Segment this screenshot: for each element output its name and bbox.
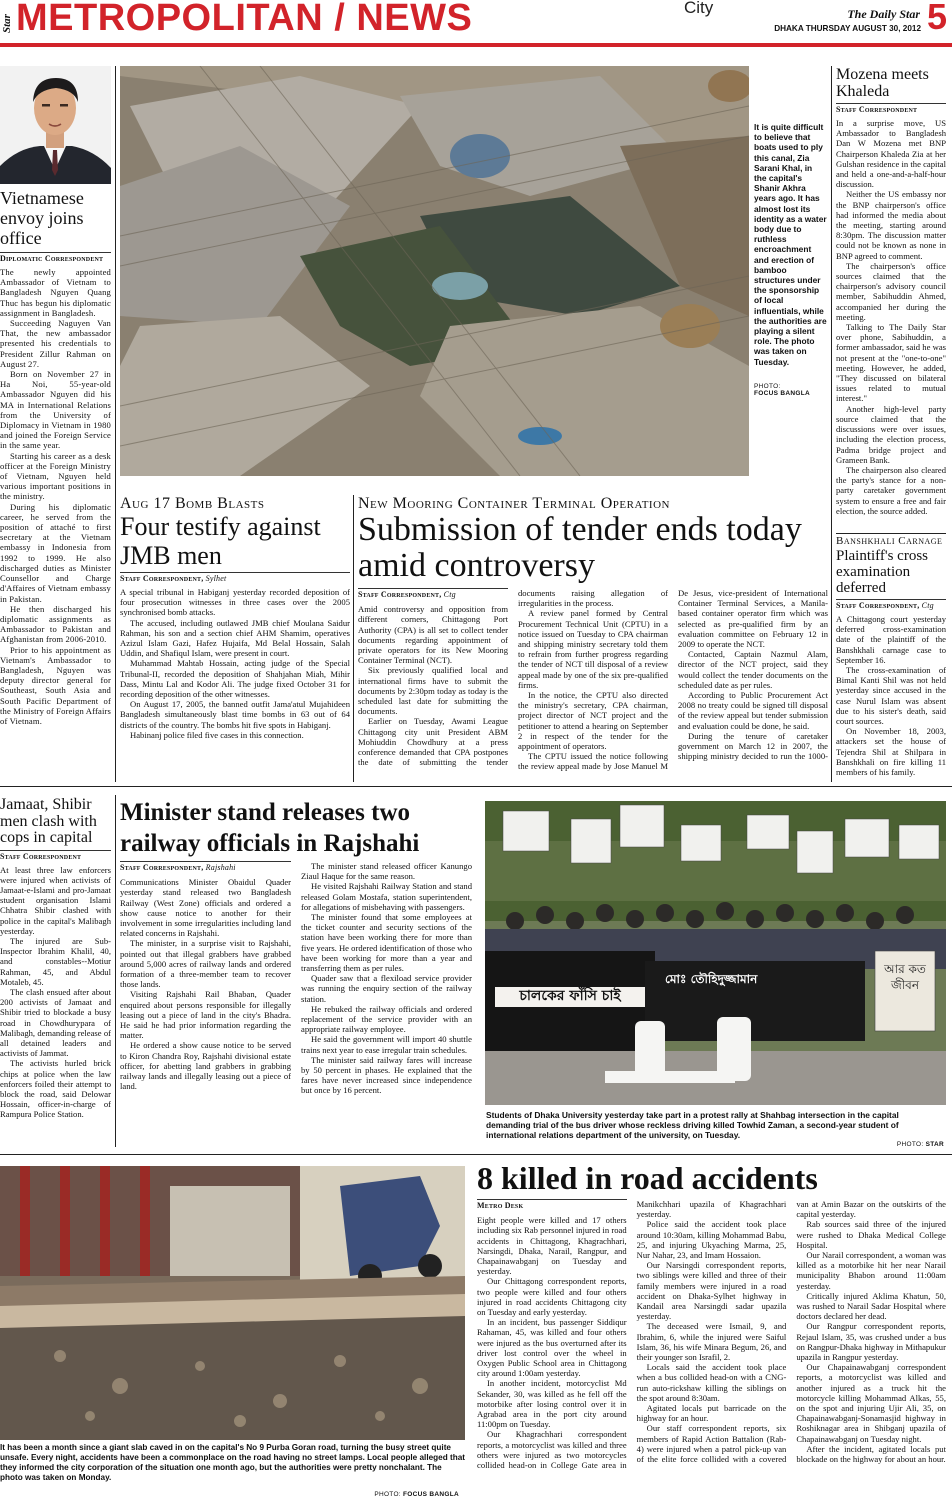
paragraph: He said the government will import 40 shuttle trains next year to ease irregular train schedules. xyxy=(301,1034,472,1055)
paragraph: A special tribunal in Habiganj yesterday recorded deposition of four prosecution witnesses in three cases over the 2005 synchronised bomb attacks. xyxy=(120,587,350,618)
byline-name: Staff Correspondent xyxy=(358,590,440,599)
masthead-rule xyxy=(0,43,952,47)
paragraph: He ordered a show cause notice to be served to Kiron Chandra Roy, Rajshahi divisional estate officer, for abetting land grabbers in grabbing railway lands and illegally leasing out a piece of land. xyxy=(120,1040,291,1092)
railway-body xyxy=(120,861,472,1143)
dateline: DHAKA THURSDAY AUGUST 30, 2012 xyxy=(774,24,921,33)
vietnam-article xyxy=(0,188,111,782)
star-logo-text: Star xyxy=(1,14,13,33)
jmb-kicker: Aug 17 Bomb Blasts xyxy=(120,495,265,512)
mozena-article xyxy=(836,66,946,532)
star-logo xyxy=(0,3,14,41)
credit-name: FOCUS BANGLA xyxy=(403,1491,459,1498)
paragraph: He then discharged his diplomatic assignments as Ambassador to Pakistan and Afghanistan from 2006-2010. xyxy=(0,603,111,645)
canal-caption xyxy=(754,122,827,476)
accidents-headline: 8 killed in road accidents xyxy=(477,1160,818,1196)
column-rule xyxy=(831,66,832,782)
mozena-body xyxy=(836,118,946,516)
banskhali-article xyxy=(836,535,946,782)
mozena-headline: Mozena meets Khaleda xyxy=(836,66,929,100)
rally-photo xyxy=(485,801,946,1105)
page-number: 5 xyxy=(926,0,948,37)
paragraph: Six previously qualified local and international firms have to submit the documents by 2:30pm today as today is the scheduled last date for submitting the documents. xyxy=(358,665,508,717)
paragraph: In another incident, motorcyclist Md Sekander, 30, was killed as he fell off the motorbike after losing control over it in Agrabad area in the port city around 11:00pm on Tuesday. xyxy=(477,1378,627,1430)
paragraph: The activists hurled brick chips at police when the law enforcers foiled their attempt to block the road, said Delowar Hossain, officer-in-charge of Rampura Police Station. xyxy=(0,1058,111,1120)
canal-caption-text: It is quite difficult to believe that boats used to ply this canal, Zia Sarani Khal, in the capital's Shanir Akhra years ago. It has almost lost its identity as a water body due to ruthless encroachment and erection of bamboo structures under the sponsorship of local influentials, while the authorities are playing a silent role. The photo was taken on Tuesday. xyxy=(754,122,827,367)
mozena-byline: Staff Correspondent xyxy=(836,103,946,114)
paragraph: Eight people were killed and 17 others including six Rab personnel injured in road accidents in Chittagong, Khagrachhari, Narsingdi, Dhaka, Narail, Rangpur, and Chapainawabganj on Tuesday and yesterday. xyxy=(477,1215,627,1277)
paragraph: The minister, in a surprise visit to Rajshahi, pointed out that illegal grabbers have grabbed around 5,000 acres of railway lands and ordered formation of a three-member team to recover those lands. xyxy=(120,938,291,990)
paragraph: A Chittagong court yesterday deferred cross-examination date of the plaintiff of the Banshkhali carnage case to September 16. xyxy=(836,614,946,665)
paragraph: Amid controversy and opposition from different corners, Chittagong Port Authority (CPA) is all set to collect tender documents regarding appointment of private operators for its New Mooring Container Terminal (NCT). xyxy=(358,604,508,666)
railway-byline: Staff Correspondent, Rajshahi xyxy=(120,861,291,873)
paragraph: Our staff correspondent reports, six members of Rapid Action Battalion (Rab-4) were injured when a patrol pick-up van of the elite force collided with a covered van at Amin Bazar on the outskirts of the capital yesterday. xyxy=(636,1199,946,1465)
tender-kicker: New Mooring Container Terminal Operation xyxy=(358,495,670,512)
paragraph: Critically injured Aklima Khatun, 50, was rushed to Narail Sadar Hospital where doctors declared her dead. xyxy=(796,1290,946,1322)
credit-label: PHOTO: xyxy=(374,1491,401,1498)
masthead xyxy=(0,0,952,44)
byline-name: Staff Correspondent xyxy=(836,601,918,610)
paragraph: Agitated locals put barricade on the highway for an hour. xyxy=(636,1403,787,1424)
paragraph: Earlier on Tuesday, Awami League Chittagong city unit President ABM Mohiuddin Chowdhury at a press conference demanded that CPA postpones the date of submitting the tender documents raising allegation of irregularities in the process. xyxy=(358,588,668,768)
paragraph: After the incident, agitated locals put blockade on the highway for about an hour. xyxy=(796,1443,946,1465)
road-caption xyxy=(0,1443,465,1500)
accidents-body xyxy=(477,1199,946,1495)
rally-caption-text: Students of Dhaka University yesterday take part in a protest rally at Shahbag intersection in the capital demanding trial of the bus driver whose reckless driving killed Towhid Zaman, a second-year student of international relations department of the university, on Tuesday. xyxy=(486,1110,899,1141)
rule xyxy=(836,533,946,534)
paragraph: The minister stand released officer Kanungo Ziaul Haque for the same reason. xyxy=(301,861,472,882)
paragraph: In the notice, the CPTU also directed the ministry's secretary, CPA chairman, project director of NCT project and the petitioner to attend a hearing on September 2 in respect of the tender for the appointment of operators. xyxy=(518,690,668,752)
jamaat-article xyxy=(0,797,111,1147)
banskhali-kicker: Banshkhali Carnage xyxy=(836,535,943,547)
paper-name: The Daily Star xyxy=(847,7,920,21)
paragraph: The chairperson's office sources claimed that the chairperson's advisory council member, Sabihuddin Ahmed, accompanied her during the meeting. xyxy=(836,260,946,322)
paragraph: Succeeding Naguyen Van That, the new ambassador presented his credentials to President Zillur Rahman on August 27. xyxy=(0,318,111,369)
byline-place: Rajshahi xyxy=(205,863,236,872)
credit-name: STAR xyxy=(925,1141,944,1148)
vietnam-headline: Vietnamese envoy joins office xyxy=(0,188,84,248)
section-rule xyxy=(0,786,952,787)
paragraph: Police said the accident took place around 10:30am, killing Mohammad Babu, 25, and injuring Ukyaching Marma, 25, Nur Nahar, 23, and Imam Hossaion. xyxy=(636,1219,787,1261)
paragraph: At least three law enforcers were injured when activists of Jamaat-e-Islami and pro-Jamaat student organisation Islami Chhatra Shibir clashed with police in the capital's Malibagh yesterday. xyxy=(0,864,111,936)
paragraph: Our Rangpur correspondent reports, Rejaul Islam, 35, was crushed under a bus on Rangpur-Dhaka highway in Mithapukur upazila in Rangpur yesterday. xyxy=(796,1321,946,1363)
paragraph: Our Chittagong correspondent reports, two people were killed and four others injured in road accidents Chittagong city on Tuesday and early yesterday. xyxy=(477,1276,627,1318)
road-photo xyxy=(0,1166,465,1440)
paragraph: Communications Minister Obaidul Quader yesterday stand released two Bangladesh Railway (West Zone) officials and ordered a show cause notice to another for their involvement in some irregularities including land related concerns in Rajshahi. xyxy=(120,877,291,939)
accidents-byline: Metro Desk xyxy=(477,1199,627,1211)
canal-credit: FOCUS BANGLA xyxy=(754,389,810,397)
paragraph: Muhammad Mahtab Hossain, acting judge of the Special Tribunal-II, recorded the deposition of Shahjahan Miah, Mihir Dass, Mintu Lal and Kodor Ali. The judge fixed October 31 for recording deposition of the other witnesses. xyxy=(120,658,350,700)
rally-placard-right: আর কত জীবন xyxy=(884,962,926,992)
paragraph: During his diplomatic career, he served from the position of attaché to first secretary at the Vietnam embassy in Indonesia from 1992 to 1999. He also discharged duties as Minister Counsellor and Charge d'Affaires of Vietnam embassy in Pakistan. xyxy=(0,501,111,604)
canal-photo xyxy=(120,66,749,476)
paragraph: Talking to The Daily Star over phone, Sabihuddin, a former ambassador, said he was not present at the "one-to-one" meeting. However, he added, "They discussed on bilateral issues related to mutual interest." xyxy=(836,322,946,404)
paragraph: The cross-examination of Bimal Kanti Shil was not held yesterday since accused in the case Nurul Islam was absent due to his sister's death, said court sources. xyxy=(836,665,946,727)
paragraph: Starting his career as a desk officer at the Foreign Ministry of Vietnam, Nguyen held various important positions in the ministry. xyxy=(0,450,111,502)
paragraph: On August 17, 2005, the banned outfit Jama'atul Mujahideen Bangladesh simultaneously blast time bombs in 63 out of 64 districts of the country. The bombs hit five spots in Habiganj. xyxy=(120,699,350,730)
banskhali-byline: Staff Correspondent, Ctg xyxy=(836,599,946,610)
tender-headline: Submission of tender ends today amid controversy xyxy=(358,511,802,584)
paragraph: Our Chapainawabganj correspondent reports, a motorcyclist was killed and another injured as a truck hit the motorcycle killing Mohammad Alkas, 55, on the spot and injuring Ujir Ali, 35, on Chapainawabganj-Sonamasjid highway in Roshiknagar area in Shibganj upazila of Chapainawabganj on Tuesday night. xyxy=(796,1362,946,1444)
paragraph: Habinanj police filed five cases in this connection. xyxy=(130,729,304,740)
paragraph: He visited Rajshahi Railway Station and stand released Golam Mostafa, station superintendent, for allegations of misbehaving with passengers. xyxy=(301,881,472,912)
accidents-article xyxy=(477,1160,946,1500)
banskhali-body xyxy=(836,614,946,777)
paragraph: In a surprise move, US Ambassador to Bangladesh Dan W Mozena met BNP Chairperson Khaleda Zia at her Gulshan residence in the capital and held a one-and-a-half-hour discussion. xyxy=(836,118,946,190)
jamaat-body xyxy=(0,865,111,1120)
section-title: METROPOLITAN / NEWS xyxy=(16,0,473,39)
jamaat-headline: Jamaat, Shibir men clash with cops in capital xyxy=(0,797,97,846)
column-rule xyxy=(115,66,116,782)
paragraph: The clash ensued after about 200 activists of Jamaat and Shibir tried to blockade a busy road in Chowdhurypara of Malibagh, demanding release of all detained leaders and activists of Jammat. xyxy=(0,986,111,1059)
paragraph: The minister found that some employees at the ticket counter and security sections of the station have been working there for more than five years. He ordered identification of those who have been working for more than a year and transferring them as per rules. xyxy=(301,912,472,974)
rally-credit xyxy=(897,1141,944,1148)
column-rule xyxy=(115,795,116,1147)
byline-place: Sylhet xyxy=(205,574,227,583)
paragraph: Quader saw that a flexiload service provider was running the enquiry section of the railway station. xyxy=(301,973,472,1004)
railway-headline: Minister stand releases two railway officials in Rajshahi xyxy=(120,799,420,857)
paragraph: Contacted, Captain Nazmul Alam, director of the NCT project, said they would collect the tender documents on the scheduled date as per rules. xyxy=(678,649,828,690)
paragraph: Prior to his appointment as Vietnam's Ambassador to Bangladesh, Nguyen was deputy director general for Southeast, South Asia and South Pacific Department of the Ministry of Foreign Affairs of Vietnam. xyxy=(0,644,111,726)
railway-article xyxy=(120,797,472,1147)
jamaat-byline: Staff Correspondent xyxy=(0,850,111,861)
paragraph: On November 18, 2003, attackers set the house of Tejendra Shil at Shilpara in Banshkhali on fire killing 11 members of his family. xyxy=(836,726,946,778)
paragraph: The injured are Sub-Inspector Ibrahim Khalil, 40, and constables--Motiur Rahman, 45, and Abdul Motaleb, 45. xyxy=(0,935,111,987)
credit-label: PHOTO: xyxy=(896,1141,924,1148)
paragraph: He rebuked the railway officials and ordered replacement of the service provider with an appropriate railway employee. xyxy=(301,1003,472,1035)
byline-name: Staff Correspondent xyxy=(120,574,202,583)
byline-place: Ctg xyxy=(921,601,934,610)
paragraph: Another high-level party source claimed that the discussions were over issues, including the election process, Padma bridge project and Grameen Bank. xyxy=(836,403,946,465)
section-rule xyxy=(0,1154,952,1155)
paragraph: A review panel formed by Central Procurement Technical Unit (CPTU) in a notice issued on Tuesday to CPA chairman and shipping ministry secretary told them to refrain from further progress regarding the tender of NCT till disposal of a review appeal made by one of the six pre-qualified firms. xyxy=(518,608,668,690)
column-rule xyxy=(353,495,354,782)
edition-label: City xyxy=(684,0,714,17)
jmb-article xyxy=(120,495,350,782)
paragraph: In an incident, bus passenger Siddiqur Rahaman, 45, was killed and four others were injured as the bus overturned after its driver lost control over the wheel in Oxygen Public School area in Chittagong city around 1:00am yesterday. xyxy=(477,1317,627,1379)
tender-byline: Staff Correspondent, Ctg xyxy=(358,588,508,600)
paragraph: The accused, including outlawed JMB chief Moulana Saidur Rahman, his son and a section chief AHM Shamim, operatives Azizul Islam Gazi, Hafez Hujaifa, Md Belal Hossain, Salah Uddin, and Shafiqul Islam, were present in court. xyxy=(120,617,350,659)
paragraph: The newly appointed Ambassador of Vietnam to Bangladesh Nguyen Quang Thuc has begun his diplomatic assignment in Bangladesh. xyxy=(0,267,111,318)
paragraph: Born on November 27 in Ha Noi, 55-year-old Ambassador Nguyen did his MA in International Relations from the University of Diplomacy in Vietnam in 1980 and joined the Foreign Service in the same year. xyxy=(0,369,111,451)
paragraph: Locals said the accident took place when a bus collided head-on with a CNG-run auto-rickshaw killing the siblings on the spot around 8:30am. xyxy=(636,1362,787,1403)
rally-caption xyxy=(486,1110,946,1150)
paragraph: The minister said railway fares will increase by 50 percent in phases. He explained that the fares have never increased since independence but once by 16 percent. xyxy=(301,1054,472,1096)
paragraph: Neither the US embassy nor the BNP chairperson's office had informed the media about the meeting, starting around 8:30pm. The discussion matter could not be known as none in BNP agreed to comment. xyxy=(836,189,946,261)
tender-article xyxy=(358,495,828,782)
tender-body xyxy=(358,588,828,780)
paragraph: Our Khagrachhari correspondent reports, a motorcyclist was killed and three others were injured as two motorcycles collided head-on in College Gate area in Manikchhari upazila of Khagrachhari yesterday. xyxy=(477,1199,787,1471)
ambassador-portrait xyxy=(0,66,111,184)
road-credit xyxy=(374,1491,459,1498)
vietnam-body xyxy=(0,267,111,726)
byline-place: Ctg xyxy=(443,590,456,599)
jmb-body xyxy=(120,587,350,740)
paragraph: The CPTU issued the notice following the review appeal made by Jose Manuel M De Jesus, vice-president of International Container Terminal Services, a Manila-based container operator firm which was selected as pre-qualified firm by an evaluation committee on February 12 in 2009 to operate the NCT. xyxy=(518,588,828,772)
paragraph: The chairperson also cleared the party's stance for a non-party caretaker government system to ensure a free and fair election, the source added. xyxy=(836,464,946,516)
paragraph: Our Narail correspondent, a woman was killed as a motorbike hit her near Narail municipality Bhabon around 11:00am yesterday. xyxy=(796,1250,946,1291)
banskhali-headline: Plaintiff's cross examination deferred xyxy=(836,548,929,596)
paragraph: Visiting Rajshahi Rail Bhaban, Quader enquired about persons responsible for illegally leasing out a piece of land in the city's Bhadra. He said he had prior information regarding the matter. xyxy=(120,989,291,1041)
road-caption-text: It has been a month since a giant slab caved in on the capital's No 9 Purba Goran road, turning the busy street quite unsafe. Every night, accidents have been a commonplace on the road having no street lamps. Local people alleged that they informed the city corporation of the situation one month ago, but the authorities were pretty nonchalant. The photo was taken on Monday. xyxy=(0,1443,465,1482)
rally-banner-mid: মোঃ তৌহিদুজ্জামান xyxy=(665,972,758,986)
jmb-headline: Four testify against JMB men xyxy=(120,512,321,570)
paragraph: The deceased were Ismail, 9, and Ibrahim, 6, while the injured were Saiful Islam, 36, his wife Minara Begum, 26, and their younger son Israfil, 2. xyxy=(636,1321,787,1363)
rally-banner-left: চালকের ফাঁসি চাই xyxy=(519,988,621,1004)
paragraph: According to Public Procurement Act 2008 no treaty could be signed till disposal of the review appeal but tender submission and evaluation could be done, he said. xyxy=(678,690,828,731)
vietnam-byline: Diplomatic Correspondent xyxy=(0,252,111,263)
jmb-byline: Staff Correspondent, Sylhet xyxy=(120,572,350,583)
byline-name: Staff Correspondent xyxy=(120,863,202,872)
paragraph: During the tenure of caretaker government on March 12 in 2007, the shipping ministry decided to run the 1000- xyxy=(678,730,828,762)
canal-credit-label: PHOTO: xyxy=(754,382,781,390)
paragraph: Rab sources said three of the injured were rushed to Dhaka Medical College Hospital. xyxy=(796,1219,946,1250)
paragraph: Our Narsingdi correspondent reports, two siblings were killed and three of their family members were injured in a road accident on Dhaka-Sylhet highway in Kandail area Narsingdi sadar upazila yesterday. xyxy=(636,1260,787,1322)
